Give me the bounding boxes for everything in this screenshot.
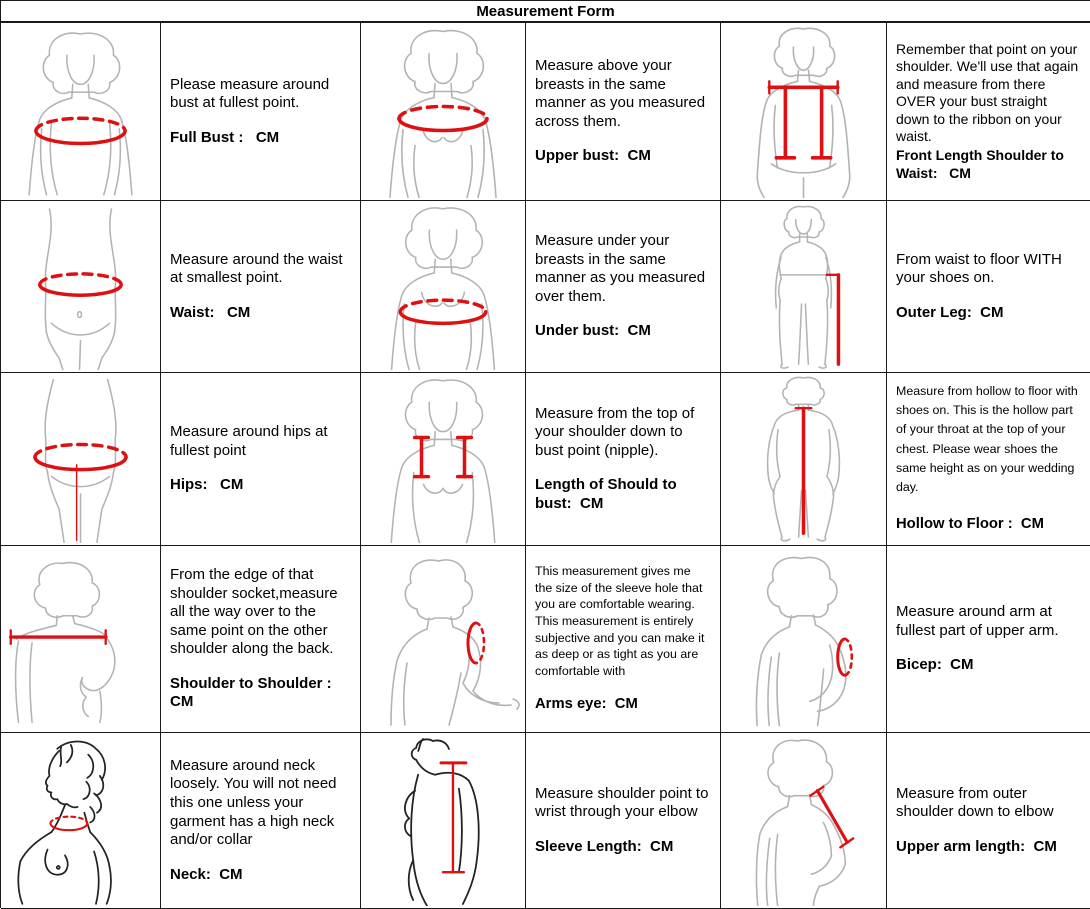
measurement-label: Sleeve Length: CM	[535, 837, 674, 855]
figure-cell-shoulder-to-bust	[361, 373, 526, 546]
measurement-label: Length of Should to bust: CM	[535, 476, 681, 512]
instruction-cell-upper-bust	[526, 23, 721, 201]
measurement-label: Shoulder to Shoulder : CM	[170, 674, 336, 711]
full-bust-figure	[3, 25, 158, 198]
measurement-label: Hollow to Floor : CM	[896, 516, 1044, 533]
figure-cell-arms-eye	[361, 546, 526, 733]
figure-cell-hollow-to-floor	[721, 373, 887, 546]
instruction-text: Remember that point on your shoulder. We'll use that again and measure from there OVER your bust straight down to the ribbon on your waist.	[896, 40, 1079, 145]
instruction-cell-front-length	[887, 23, 1090, 201]
figure-cell-upper-bust	[361, 23, 526, 201]
outer-leg-figure	[723, 203, 884, 370]
measurement-label: Under bust: CM	[535, 322, 651, 340]
under-bust-figure	[363, 203, 523, 370]
instruction-cell-sleeve-length	[526, 733, 721, 909]
waist-figure	[3, 203, 158, 370]
instruction-cell-shoulder-to-bust	[526, 373, 721, 546]
instruction-text: Measure shoulder point to wrist through your elbow	[535, 784, 709, 821]
measurement-label: Upper arm length: CM	[896, 837, 1057, 855]
sleeve-length-figure	[363, 735, 523, 906]
instruction-cell-upper-arm-length	[887, 733, 1090, 909]
shoulder-to-shoulder-figure	[3, 548, 158, 730]
measurement-label: Hips: CM	[170, 476, 244, 494]
figure-cell-upper-arm-length	[721, 733, 887, 909]
figure-cell-waist	[1, 201, 161, 373]
page-title: Measurement Form	[1, 1, 1090, 23]
figure-cell-under-bust	[361, 201, 526, 373]
figure-cell-shoulder-to-shoulder	[1, 546, 161, 733]
figure-cell-front-length	[721, 23, 887, 201]
shoulder-to-bust-figure	[363, 375, 523, 543]
measurement-label: Bicep: CM	[896, 656, 974, 674]
measurement-label: Waist: CM	[170, 303, 251, 321]
instruction-cell-neck	[161, 733, 361, 909]
instruction-text: This measurement gives me the size of the sleeve hole that you are comfortable wearing. This measurement is entirely subjective and you can make it as deep or as tight as you are comfortable with	[535, 564, 705, 678]
arms-eye-figure	[363, 548, 523, 730]
front-length-shoulder-to-waist-figure	[723, 25, 884, 198]
measurement-label: Upper bust: CM	[535, 147, 651, 165]
instruction-cell-shoulder-to-shoulder	[161, 546, 361, 733]
instruction-text: From the edge of that shoulder socket,measure all the way over to the same point on the other shoulder along the back.	[170, 566, 338, 658]
instruction-cell-outer-leg	[887, 201, 1090, 373]
instruction-cell-bicep	[887, 546, 1090, 733]
figure-cell-bicep	[721, 546, 887, 733]
instruction-text: Measure under your breasts in the same manner as you measured over them.	[535, 232, 706, 305]
instruction-cell-arms-eye	[526, 546, 721, 733]
measurement-label: Front Length Shoulder to Waist: CM	[896, 147, 1068, 181]
upper-bust-figure	[363, 25, 523, 198]
instruction-text: Please measure around bust at fullest point.	[170, 75, 330, 112]
neck-figure	[3, 735, 158, 906]
instruction-cell-hollow-to-floor	[887, 373, 1090, 546]
instruction-text: Measure around neck loosely. You will not need this one unless your garment has a high neck and/or collar	[170, 756, 337, 849]
instruction-text: Measure from the top of your shoulder down to bust point (nipple).	[535, 404, 695, 459]
bicep-figure	[723, 548, 884, 730]
instruction-text: Measure around arm at fullest part of upper arm.	[896, 603, 1059, 639]
measurement-label: Neck: CM	[170, 865, 243, 883]
instruction-cell-under-bust	[526, 201, 721, 373]
instruction-text: Measure above your breasts in the same manner as you measured across them.	[535, 57, 706, 130]
hollow-to-floor-figure	[723, 375, 884, 543]
figure-cell-hips	[1, 373, 161, 546]
instruction-cell-full-bust	[161, 23, 361, 201]
instruction-text: Measure around the waist at smallest point.	[170, 250, 343, 287]
measurement-label: Arms eye: CM	[535, 695, 638, 712]
instruction-text: Measure from hollow to floor with shoes on. This is the hollow part of your throat at the top of your chest. Please wear shoes the same height as on your wedding day.	[896, 383, 1078, 495]
measurement-label: Full Bust : CM	[170, 128, 280, 146]
instruction-cell-waist	[161, 201, 361, 373]
figure-cell-neck	[1, 733, 161, 909]
hips-figure	[3, 375, 158, 543]
instruction-text: From waist to floor WITH your shoes on.	[896, 250, 1062, 287]
figure-cell-full-bust	[1, 23, 161, 201]
instruction-cell-hips	[161, 373, 361, 546]
instruction-text: Measure around hips at fullest point	[170, 423, 328, 459]
measurement-label: Outer Leg: CM	[896, 303, 1004, 321]
instruction-text: Measure from outer shoulder down to elbow	[896, 784, 1054, 821]
figure-cell-sleeve-length	[361, 733, 526, 909]
figure-cell-outer-leg	[721, 201, 887, 373]
upper-arm-length-figure	[723, 735, 884, 906]
